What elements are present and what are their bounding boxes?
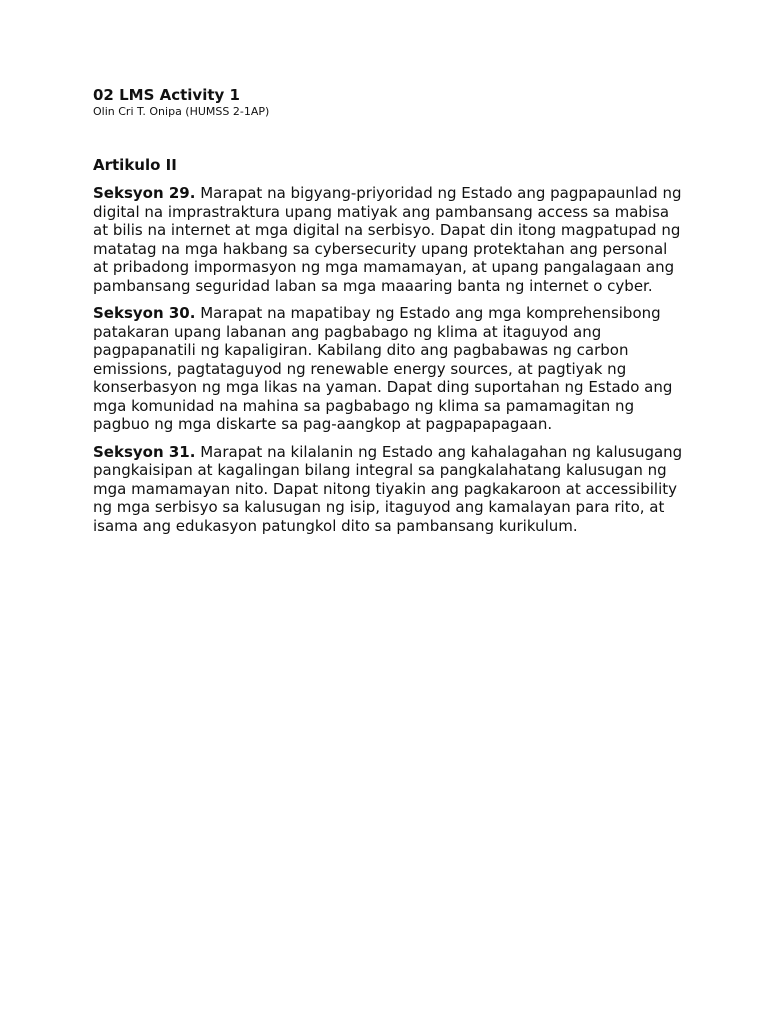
section-label: Seksyon 29. — [93, 184, 196, 202]
article-heading: Artikulo II — [93, 156, 177, 174]
section-29 — [93, 184, 683, 295]
section-text: Marapat na kilalanin ng Estado ang kahalagahan ng kalusugang pangkaisipan at kagalingan bilang integral sa pangkalahatang kalusugan ng mga mamamayan nito. Dapat nitong tiyakin ang pagkakaroon at accessibility ng mga serbisyo sa kalusugan ng isip, itaguyod ang kamalayan para rito, at isama ang edukasyon patungkol dito sa pambansang kurikulum. — [93, 442, 683, 535]
section-label: Seksyon 30. — [93, 304, 196, 322]
section-text: Marapat na bigyang-priyoridad ng Estado ang pagpapaunlad ng digital na imprastraktura upang matiyak ang pambansang access sa mabisa at bilis na internet at mga digital na serbisyo. Dapat din itong magpatupad ng matatag na mga hakbang sa cybersecurity upang protektahan ang personal at pribadong impormasyon ng mga mamamayan, at upang pangalagaan ang pambansang seguridad laban sa mga maaaring banta ng internet o cyber. — [93, 184, 682, 295]
section-label: Seksyon 31. — [93, 442, 196, 461]
section-31 — [93, 443, 683, 536]
document-body — [93, 86, 683, 535]
document-title: 02 LMS Activity 1 — [93, 86, 240, 104]
section-text: Marapat na mapatibay ng Estado ang mga komprehensibong patakaran upang labanan ang pagbabago ng klima at itaguyod ang pagpapanatili ng kapaligiran. Kabilang dito ang pagbabawas ng carbon emissions, pagtataguyod ng renewable energy sources, at pagtiyak ng konserbasyon ng mga likas na yaman. Dapat ding suportahan ng Estado ang mga komunidad na mahina sa pagbabago ng klima sa pamamagitan ng pagbuo ng mga diskarte sa pag-aangkop at pagpapapagaan. — [93, 304, 673, 433]
section-30 — [93, 304, 683, 434]
document-author: Olin Cri T. Onipa (HUMSS 2-1AP) — [93, 105, 270, 118]
